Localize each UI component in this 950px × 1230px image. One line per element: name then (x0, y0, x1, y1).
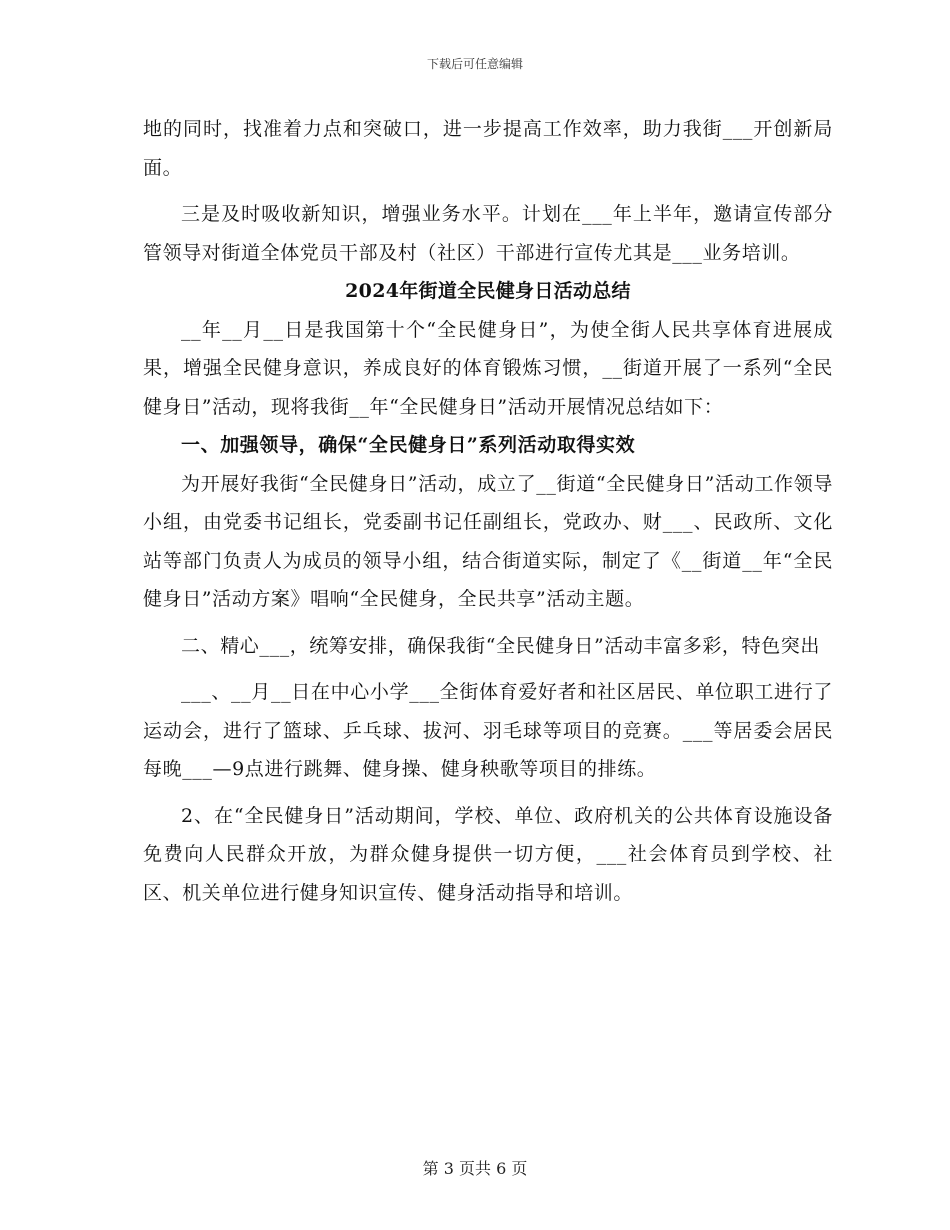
paragraph-sports-meet: ___、__月__日在中心小学___全街体育爱好者和社区居民、单位职工进行了运动会，进行了篮球、乒乓球、拔河、羽毛球等项目的竞赛。___等居委会居民每晚___—9点进行跳舞、健身操、健身秧歌等项目的排练。 (143, 681, 833, 780)
page-number: 第 3 页共 6 页 (422, 1159, 528, 1178)
paragraph-intro: __年__月__日是我国第十个“全民健身日”，为使全街人民共享体育进展成果，增强全民健身意识，养成良好的体育锻炼习惯，__街道开展了一系列“全民健身日”活动，现将我街__年“全民健身日”活动开展情况总结如下： (143, 318, 833, 418)
paragraph-leadership: 为开展好我街“全民健身日”活动，成立了__街道“全民健身日”活动工作领导小组，由党委书记组长，党委副书记任副组长，党政办、财___、民政所、文化站等部门负责人为成员的领导小组，结合街道实际，制定了《__街道__年“全民健身日”活动方案》唱响“全民健身，全民共享”活动主题。 (143, 472, 833, 610)
paragraph-plan: 三是及时吸收新知识，增强业务水平。计划在___年上半年，邀请宣传部分管领导对街道全体党员干部及村（社区）干部进行宣传尤其是___业务培训。 (143, 203, 833, 264)
heading-two: 二、精心___，统筹安排，确保我街“全民健身日”活动丰富多彩，特色突出 (181, 634, 820, 657)
heading-one: 一、加强领导，确保“全民健身日”系列活动取得实效 (181, 434, 636, 456)
section-title: 2024年街道全民健身日活动总结 (345, 280, 631, 302)
page-header: 下载后可任意编辑 (426, 57, 523, 71)
paragraph-facilities: 2、在“全民健身日”活动期间，学校、单位、政府机关的公共体育设施设备免费向人民群众开放，为群众健身提供一切方便，___社会体育员到学校、社区、机关单位进行健身知识宣传、健身活动指导和培训。 (143, 804, 833, 904)
document-body (143, 110, 833, 912)
paragraph-continuation: 地的同时，找准着力点和突破口，进一步提高工作效率，助力我街___开创新局面。 (143, 118, 833, 179)
